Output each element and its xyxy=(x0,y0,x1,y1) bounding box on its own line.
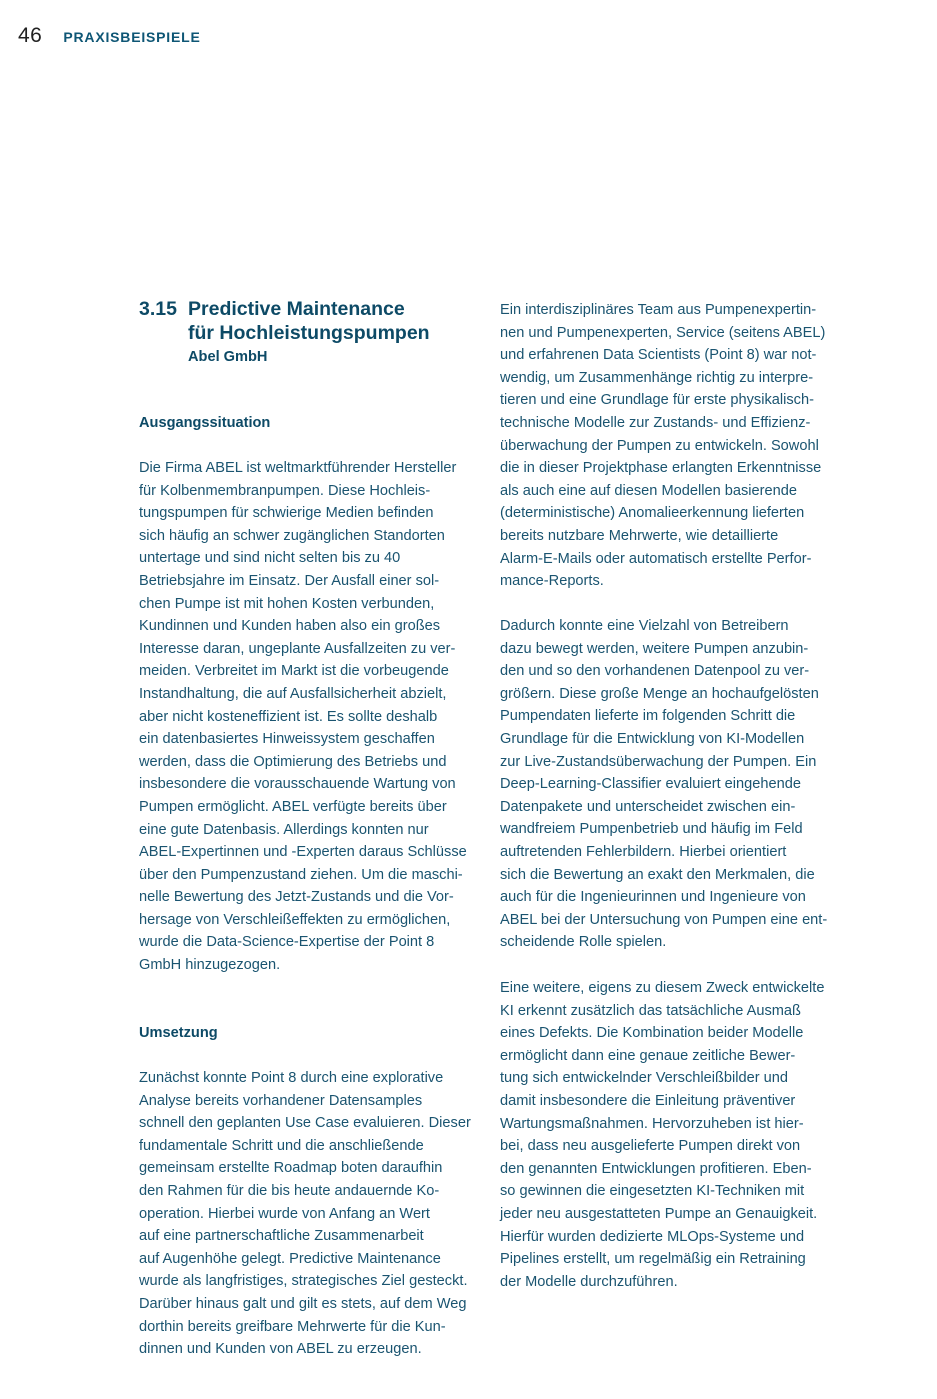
text-line: Betriebsjahre im Einsatz. Der Ausfall einer sol- xyxy=(139,572,440,589)
text-line: Pumpendaten lieferte im folgenden Schritt die xyxy=(500,708,796,725)
subheading-ausgangssituation: Ausgangssituation xyxy=(139,415,271,431)
text-line: Alarm-E-Mails oder automatisch erstellte Perfor- xyxy=(500,550,812,567)
text-line: Eine weitere, eigens zu diesem Zweck entwickelte xyxy=(500,980,825,996)
subheading-umsetzung: Umsetzung xyxy=(139,1025,218,1041)
text-line: dinnen und Kunden von ABEL zu erzeugen. xyxy=(139,1341,422,1358)
text-line: wurde als langfristiges, strategisches Ziel gesteckt. xyxy=(139,1273,468,1290)
text-line: auf Augenhöhe gelegt. Predictive Maintenance xyxy=(139,1250,441,1267)
text-line: sich häufig an schwer zugänglichen Standorten xyxy=(139,527,445,544)
text-line: Darüber hinaus galt und gilt es stets, auf dem Weg xyxy=(139,1295,467,1312)
text-line: meiden. Verbreitet im Markt ist die vorbeugende xyxy=(139,663,449,680)
text-line: als auch eine auf diesen Modellen basierende xyxy=(500,482,797,499)
section-heading xyxy=(139,297,430,368)
page-number: 46 xyxy=(18,24,43,47)
text-line: chen Pumpe ist mit hohen Kosten verbunden, xyxy=(139,595,435,612)
running-title: PRAXISBEISPIELE xyxy=(63,29,201,45)
text-line: wendig, um Zusammenhänge richtig zu interpre- xyxy=(500,369,814,386)
text-line: Dadurch konnte eine Vielzahl von Betreibern xyxy=(500,618,789,634)
text-line: eines Defekts. Die Kombination beider Modelle xyxy=(500,1025,804,1042)
text-line: ABEL bei der Untersuchung von Pumpen eine ent- xyxy=(500,911,828,928)
text-line: wandfreiem Pumpenbetrieb und häufig im Feld xyxy=(500,821,803,838)
text-line: Datenpakete und unterscheidet zwischen ein- xyxy=(500,798,796,815)
text-line: ABEL-Expertinnen und -Experten daraus Schlüsse xyxy=(139,844,467,861)
paragraph-datenpool xyxy=(500,615,848,954)
text-line: Hierfür wurden dedizierte MLOps-Systeme und xyxy=(500,1228,805,1245)
text-line: bei, dass neu ausgelieferte Pumpen direkt von xyxy=(500,1138,801,1155)
text-line: gemeinsam erstellte Roadmap boten daraufhin xyxy=(139,1160,443,1177)
text-line: Wartungsmaßnahmen. Hervorzuheben ist hier- xyxy=(500,1115,804,1132)
text-line: dorthin bereits greifbare Mehrwerte für die Kun- xyxy=(139,1318,446,1335)
company-name: Abel GmbH xyxy=(188,349,268,365)
text-line: technische Modelle zur Zustands- und Effizienz- xyxy=(500,414,811,431)
text-line: aber nicht kosteneffizient ist. Es sollte deshalb xyxy=(139,708,438,725)
paragraph-ki-ausmass xyxy=(500,977,848,1293)
text-line: auch für die Ingenieurinnen und Ingenieure von xyxy=(500,889,806,906)
text-line: schnell den geplanten Use Case evaluieren. Dieser xyxy=(139,1115,471,1132)
text-line: Kundinnen und Kunden haben also ein großes xyxy=(139,618,441,635)
text-line: eine gute Datenbasis. Allerdings konnten nur xyxy=(139,821,429,838)
section-number: 3.15 xyxy=(139,298,177,320)
text-line: scheidende Rolle spielen. xyxy=(500,934,667,951)
page-header xyxy=(18,24,201,54)
text-line: fundamentale Schritt und die anschließende xyxy=(139,1137,424,1154)
text-line: wurde die Data-Science-Expertise der Point 8 xyxy=(139,934,435,951)
text-line: KI erkennt zusätzlich das tatsächliche Ausmaß xyxy=(500,1002,801,1019)
text-line: für Kolbenmembranpumpen. Diese Hochleis- xyxy=(139,482,431,499)
text-line: untertage und sind nicht selten bis zu 40 xyxy=(139,550,401,567)
text-line: den Rahmen für die bis heute andauernde Ko- xyxy=(139,1182,440,1199)
text-line: die in dieser Projektphase erlangten Erkenntnisse xyxy=(500,460,822,477)
text-line: GmbH hinzugezogen. xyxy=(139,957,281,974)
text-line: Grundlage für die Entwicklung von KI-Modellen xyxy=(500,730,805,747)
text-line: hersage von Verschleißeffekten zu ermöglichen, xyxy=(139,911,451,928)
text-line: insbesondere die vorausschauende Wartung von xyxy=(139,776,456,793)
text-line: Instandhaltung, die auf Ausfallsicherheit abzielt, xyxy=(139,685,447,702)
text-line: zur Live-Zustandsüberwachung der Pumpen. Ein xyxy=(500,753,817,770)
text-line: operation. Hierbei wurde von Anfang an Wert xyxy=(139,1205,430,1222)
text-line: Die Firma ABEL ist weltmarktführender Hersteller xyxy=(139,460,457,476)
paragraph-umsetzung xyxy=(139,1067,487,1361)
text-line: den und so den vorhandenen Datenpool zu ver- xyxy=(500,663,810,680)
text-line: Analyse bereits vorhandener Datensamples xyxy=(139,1092,423,1109)
text-line: den genannten Entwicklungen profitieren. Eben- xyxy=(500,1160,812,1177)
text-line: ein datenbasiertes Hinweissystem geschaffen xyxy=(139,731,435,748)
text-line: damit insbesondere die Einleitung präventiver xyxy=(500,1092,796,1109)
text-line: so gewinnen die eingesetzten KI-Techniken mit xyxy=(500,1183,805,1200)
text-line: auftretenden Fehlerbildern. Hierbei orientiert xyxy=(500,843,787,860)
text-line: auf eine partnerschaftliche Zusammenarbeit xyxy=(139,1228,424,1245)
text-line: Pipelines erstellt, um regelmäßig ein Retraining xyxy=(500,1251,806,1268)
text-line: werden, dass die Optimierung des Betriebs und xyxy=(139,753,447,770)
paragraph-ausgangssituation xyxy=(139,457,487,977)
text-line: ermöglicht dann eine genaue zeitliche Bewer- xyxy=(500,1047,796,1064)
text-line: und erfahrenen Data Scientists (Point 8) war not- xyxy=(500,347,817,364)
text-line: über den Pumpenzustand ziehen. Um die maschi- xyxy=(139,866,463,883)
text-line: Zunächst konnte Point 8 durch eine explorative xyxy=(139,1070,444,1086)
text-line: überwachung der Pumpen zu entwickeln. Sowohl xyxy=(500,437,819,454)
text-line: Pumpen ermöglicht. ABEL verfügte bereits über xyxy=(139,798,447,815)
text-line: Ein interdisziplinäres Team aus Pumpenexpertin- xyxy=(500,302,817,318)
paragraph-team xyxy=(500,299,848,593)
text-line: größern. Diese große Menge an hochaufgelösten xyxy=(500,685,819,702)
text-line: tungspumpen für schwierige Medien befinden xyxy=(139,505,434,522)
text-line: tung sich entwickelnder Verschleißbilder und xyxy=(500,1070,788,1087)
text-line: (deterministische) Anomalieerkennung lieferten xyxy=(500,505,805,522)
text-line: nen und Pumpenexperten, Service (seitens ABEL) xyxy=(500,324,826,341)
text-line: jeder neu ausgestatteten Pumpe an Genauigkeit. xyxy=(500,1205,818,1222)
text-line: dazu bewegt werden, weitere Pumpen anzubin- xyxy=(500,640,809,657)
text-line: bereits nutzbare Mehrwerte, wie detaillierte xyxy=(500,527,779,544)
text-line: Deep-Learning-Classifier evaluiert eingehende xyxy=(500,776,801,793)
text-line: Interesse daran, ungeplante Ausfallzeiten zu ver- xyxy=(139,640,456,657)
text-line: der Modelle durchzuführen. xyxy=(500,1273,678,1290)
section-title-line-2: für Hochleistungspumpen xyxy=(188,322,430,344)
text-line: sich die Bewertung an exakt den Merkmalen, die xyxy=(500,866,815,883)
section-title-line-1: Predictive Maintenance xyxy=(188,298,405,320)
text-line: mance-Reports. xyxy=(500,573,604,590)
text-line: nelle Bewertung des Jetzt-Zustands und die Vor- xyxy=(139,889,454,906)
text-line: tieren und eine Grundlage für erste physikalisch- xyxy=(500,392,814,409)
